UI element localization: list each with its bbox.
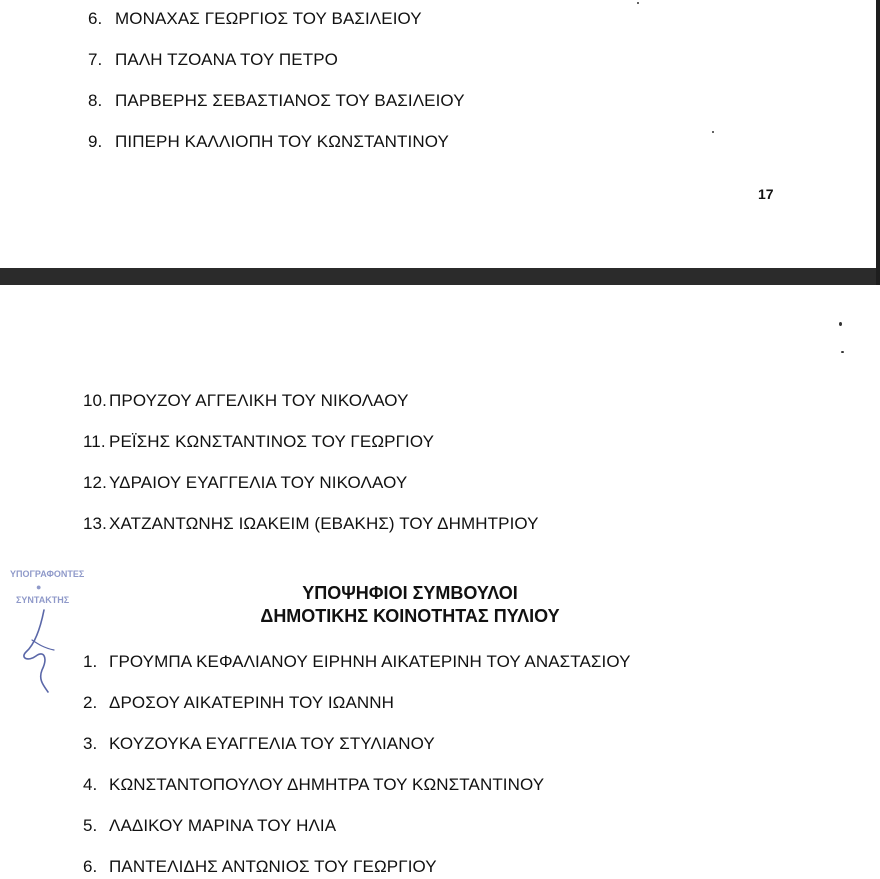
scan-speck xyxy=(841,351,844,353)
list-item-text: ΡΕΪΣΗΣ ΚΩΝΣΤΑΝΤΙΝΟΣ ΤΟΥ ΓΕΩΡΓΙΟΥ xyxy=(109,432,435,451)
list-item-text: ΠΑΝΤΕΛΙΔΗΣ ΑΝΤΩΝΙΟΣ ΤΟΥ ΓΕΩΡΓΙΟΥ xyxy=(109,857,437,876)
list-item-number: 11. xyxy=(83,432,106,451)
page-number: 17 xyxy=(758,186,774,202)
list-item-number: 7. xyxy=(88,50,103,69)
stamp-line: ΣΥΝΤΑΚΤΗΣ xyxy=(16,595,70,605)
list-item-number: 3. xyxy=(83,734,98,753)
list-item-number: 1. xyxy=(83,652,98,671)
list-item xyxy=(83,652,631,672)
list-item xyxy=(83,693,394,713)
list-item-number: 13. xyxy=(83,514,107,533)
list-item-number: 2. xyxy=(83,693,98,712)
list-item-number: 5. xyxy=(83,816,98,835)
list-item-number: 9. xyxy=(88,132,103,151)
scan-speck xyxy=(712,131,714,133)
document-page-top xyxy=(0,0,880,268)
list-item xyxy=(83,432,434,452)
section-heading-line1: ΥΠΟΨΗΦΙΟΙ ΣΥΜΒΟΥΛΟΙ xyxy=(302,583,518,603)
section-heading-line2: ΔΗΜΟΤΙΚΗΣ ΚΟΙΝΟΤΗΤΑΣ ΠΥΛΙΟΥ xyxy=(260,606,560,626)
list-item-number: 8. xyxy=(88,91,103,110)
list-item-text: ΚΩΝΣΤΑΝΤΟΠΟΥΛΟΥ ΔΗΜΗΤΡΑ ΤΟΥ ΚΩΝΣΤΑΝΤΙΝΟΥ xyxy=(109,775,545,794)
list-item-text: ΜΟΝΑΧΑΣ ΓΕΩΡΓΙΟΣ ΤΟΥ ΒΑΣΙΛΕΙΟΥ xyxy=(115,9,422,28)
scan-speck xyxy=(637,2,639,4)
stamp-line: ΥΠΟΓΡΑΦΟΝΤΕΣ xyxy=(10,569,85,579)
list-item-text: ΥΔΡΑΙΟΥ ΕΥΑΓΓΕΛΙΑ ΤΟΥ ΝΙΚΟΛΑΟΥ xyxy=(109,473,408,492)
list-item-number: 6. xyxy=(88,9,103,28)
list-item xyxy=(83,775,544,795)
page-separator xyxy=(0,268,880,285)
list-item xyxy=(88,50,338,70)
list-item-text: ΓΡΟΥΜΠΑ ΚΕΦΑΛΙΑΝΟΥ ΕΙΡΗΝΗ ΑΙΚΑΤΕΡΙΝΗ ΤΟΥ ΑΝΑΣΤΑΣΙΟΥ xyxy=(109,652,631,671)
list-item-text: ΠΡΟΥΖΟΥ ΑΓΓΕΛΙΚΗ ΤΟΥ ΝΙΚΟΛΑΟΥ xyxy=(109,391,409,410)
list-item-text: ΛΑΔΙΚΟΥ ΜΑΡΙΝΑ ΤΟΥ ΗΛΙΑ xyxy=(109,816,337,835)
list-item xyxy=(83,473,407,493)
list-item-text: ΧΑΤΖΑΝΤΩΝΗΣ ΙΩΑΚΕΙΜ (ΕΒΑΚΗΣ) ΤΟΥ ΔΗΜΗΤΡΙΟΥ xyxy=(109,514,539,533)
list-item-number: 12. xyxy=(83,473,107,492)
list-item-number: 10. xyxy=(83,391,107,410)
list-item xyxy=(88,91,465,111)
list-item xyxy=(83,734,435,754)
list-item xyxy=(88,9,422,29)
scan-speck xyxy=(839,322,842,326)
list-item xyxy=(83,514,539,534)
list-item-text: ΠΑΡΒΕΡΗΣ ΣΕΒΑΣΤΙΑΝΟΣ ΤΟΥ ΒΑΣΙΛΕΙΟΥ xyxy=(115,91,465,110)
list-item-text: ΔΡΟΣΟΥ ΑΙΚΑΤΕΡΙΝΗ ΤΟΥ ΙΩΑΝΝΗ xyxy=(109,693,395,712)
signature-mark xyxy=(14,600,74,700)
list-item xyxy=(83,391,409,411)
list-item-text: ΚΟΥΖΟΥΚΑ ΕΥΑΓΓΕΛΙΑ ΤΟΥ ΣΤΥΛΙΑΝΟΥ xyxy=(109,734,435,753)
list-item xyxy=(83,857,437,877)
list-item-text: ΠΙΠΕΡΗ ΚΑΛΛΙΟΠΗ ΤΟΥ ΚΩΝΣΤΑΝΤΙΝΟΥ xyxy=(115,132,449,151)
list-item-number: 4. xyxy=(83,775,98,794)
list-item xyxy=(88,132,449,152)
stamp-line: ● xyxy=(36,582,42,592)
list-item-text: ΠΑΛΗ ΤΖΟΑΝΑ ΤΟΥ ΠΕΤΡΟ xyxy=(115,50,338,69)
list-item xyxy=(83,816,336,836)
list-item-number: 6. xyxy=(83,857,98,876)
